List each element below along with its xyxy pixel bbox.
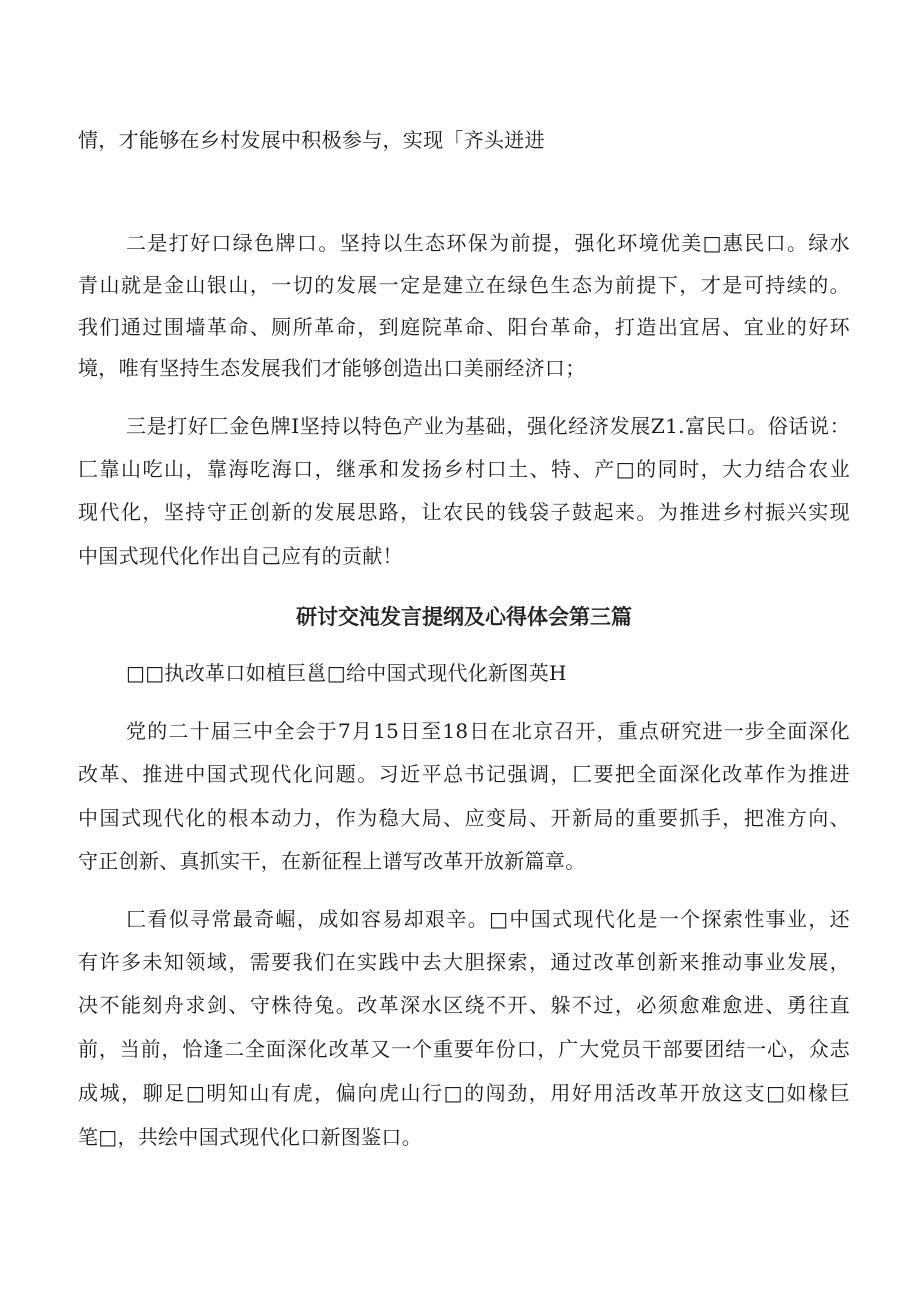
paragraph-line: 境，唯有坚持生态发展我们才能够创造出口美丽经济口； [78,356,586,380]
paragraph-line: 中国式现代化的根本动力，作为稳大局、应变局、开新局的重要抓手，把准方向、 [78,806,850,830]
paragraph-line: 笔□，共绘中国式现代化口新图鉴口。 [78,1125,422,1149]
paragraph-line: 成城，聊足□明知山有虎，偏向虎山行□的闯劲，用好用活改革开放这支□如椽巨 [78,1081,850,1105]
paragraph-line: 改革、推进中国式现代化问题。习近平总书记强调，匚要把全面深化改革作为推进 [78,762,850,786]
section-heading: 研讨交沌发言提纲及心得体会第三篇 [296,605,632,629]
paragraph-line: 现代化，坚持守正创新的发展思路，让农民的钱袋子鼓起来。为推进乡村振兴实现 [78,500,850,524]
paragraph-line: 匚看似寻常最奇崛，成如容易却艰辛。□中国式现代化是一个探索性事业，还 [126,907,850,931]
paragraph-line: 有许多未知领域，需要我们在实践中去大胆探索，通过改革创新来推动事业发展， [78,950,850,974]
paragraph-line: 中国式现代化作出自己应有的贡献！ [78,544,403,568]
paragraph-line: 决不能刻舟求剑、守株待兔。改革深水区绕不开、躲不过，必须愈难愈进、勇往直 [78,993,850,1017]
continuation-line: 情，才能够在乡村发展中积极参与，实现「齐头迸进 [78,128,545,152]
paragraph-line: 党的二十届三中全会于7月15日至18日在北京召开，重点研究进一步全面深化 [126,719,850,743]
paragraph-line: 前，当前，恰逢二全面深化改革又一个重要年份口，广大党员干部要团结一心，众志 [78,1037,850,1061]
paragraph-line: 我们通过围墙革命、厕所革命，到庭院革命、阳台革命，打造出宜居、宜业的好环 [78,315,850,339]
paragraph-line: 守正创新、真抓实干，在新征程上谱写改革开放新篇章。 [78,849,586,873]
paragraph-line: 二是打好口绿色牌口。坚持以生态环保为前提，强化环境优美□惠民口。绿水 [126,231,850,255]
section-subtitle: □□执改革口如植巨邕□给中国式现代化新图英H [126,661,567,685]
paragraph-line: 青山就是金山银山，一切的发展一定是建立在绿色生态为前提下，才是可持续的。 [78,273,850,297]
paragraph-line: 三是打好匚金色牌I坚持以特色产业为基础，强化经济发展Z1.富民口。俗话说： [126,414,850,438]
paragraph-line: 匚靠山吃山，靠海吃海口，继承和发扬乡村口土、特、产□的同时，大力结合农业 [78,457,850,481]
